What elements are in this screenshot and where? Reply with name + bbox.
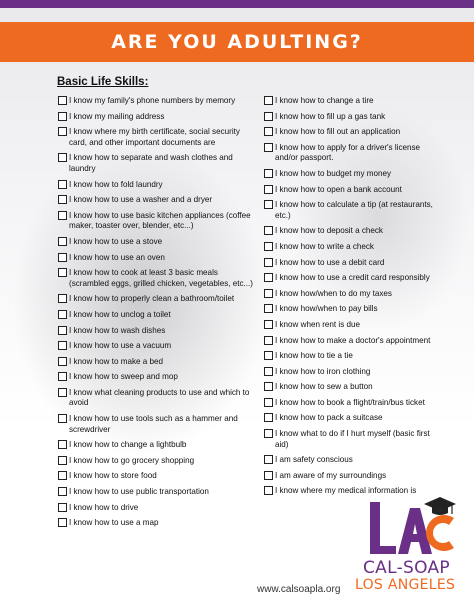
checklist-item-label: I know what to do if I hurt myself (basic first aid) (275, 429, 430, 449)
checklist-item[interactable] (264, 455, 444, 466)
checklist-item[interactable] (58, 471, 253, 482)
checklist-item-label: I know how to use public transportation (69, 487, 209, 497)
page-title: ARE YOU ADULTING? (111, 31, 363, 53)
checklist-item[interactable] (58, 211, 253, 232)
checklist-item-label: I know how to cook at least 3 basic meals (scrambled eggs, grilled chicken, vegetables, etc...) (69, 268, 253, 288)
checklist-item-label: I know how to make a doctor's appointment (275, 335, 431, 345)
checklist-left-column (58, 96, 253, 534)
checkbox[interactable] (58, 96, 67, 105)
checklist-item-label: I am safety conscious (275, 455, 353, 465)
checkbox[interactable] (58, 153, 67, 162)
checklist-item[interactable] (58, 456, 253, 467)
checklist-item[interactable] (58, 388, 253, 409)
checklist-item[interactable] (58, 153, 253, 174)
checkbox[interactable] (58, 518, 67, 527)
checkbox[interactable] (264, 382, 273, 391)
checklist-item-label: I know where my medical information is (275, 486, 417, 496)
checklist-item-label: I know how to iron clothing (275, 366, 371, 376)
checklist-item[interactable] (58, 127, 253, 148)
checklist-item-label: I know how to use a vacuum (69, 341, 172, 351)
checklist-item-label: I know how to fill out an application (275, 127, 401, 137)
checkbox[interactable] (264, 398, 273, 407)
checklist-right-column (264, 96, 444, 502)
checkbox[interactable] (58, 112, 67, 121)
checkbox[interactable] (58, 326, 67, 335)
checklist-item[interactable] (264, 169, 444, 180)
checklist-item-label: I know how to drive (69, 502, 139, 512)
checklist-item[interactable] (58, 503, 253, 514)
checkbox[interactable] (264, 185, 273, 194)
checklist-item-label: I know how to write a check (275, 241, 374, 251)
checklist-item[interactable] (58, 414, 253, 435)
checklist-item-label: I know how to book a flight/train/bus ticket (275, 397, 425, 407)
checklist-item-label: I know how to store food (69, 471, 157, 481)
checkbox[interactable] (58, 294, 67, 303)
checklist-item[interactable] (58, 96, 253, 107)
checkbox[interactable] (264, 127, 273, 136)
checkbox[interactable] (58, 310, 67, 319)
checklist-item-label: I know how to use tools such as a hammer and screwdriver (69, 414, 238, 434)
checklist-item[interactable] (264, 258, 444, 269)
checklist-item[interactable] (264, 320, 444, 331)
checklist-item[interactable] (264, 200, 444, 221)
checklist-item[interactable] (264, 413, 444, 424)
checkbox[interactable] (264, 112, 273, 121)
website-url: www.calsoapla.org (257, 584, 341, 595)
title-banner (0, 22, 474, 62)
checklist-item-label: I know what cleaning products to use and which to avoid (69, 387, 250, 408)
checkbox[interactable] (264, 96, 273, 105)
checklist-item-label: I know how to wash dishes (69, 325, 166, 335)
checklist-item[interactable] (58, 237, 253, 248)
section-title: Basic Life Skills: (57, 76, 149, 88)
checklist-item-label: I know my mailing address (69, 111, 165, 121)
checkbox[interactable] (58, 440, 67, 449)
checklist-item-label: I know how/when to do my taxes (275, 288, 392, 298)
checkbox[interactable] (58, 357, 67, 366)
checkbox[interactable] (264, 486, 273, 495)
checkbox[interactable] (58, 268, 67, 277)
checkbox[interactable] (58, 341, 67, 350)
checklist-item[interactable] (58, 180, 253, 191)
checklist-item[interactable] (58, 310, 253, 321)
checkbox[interactable] (264, 320, 273, 329)
checklist-item[interactable] (264, 96, 444, 107)
checklist-item[interactable] (264, 471, 444, 482)
checklist-item-label: I know how to separate and wash clothes and laundry (69, 153, 233, 173)
checklist-item-label: I know how to use an oven (69, 252, 165, 262)
checklist-item-label: I know how to change a lightbulb (69, 440, 187, 450)
checklist-item-label: I know how to go grocery shopping (69, 455, 195, 465)
logo-cal-soap-text: CAL-SOAP (363, 558, 450, 578)
checklist-item-label: I am aware of my surroundings (275, 470, 387, 480)
checklist-item[interactable] (264, 398, 444, 409)
checkbox[interactable] (58, 195, 67, 204)
checklist-item[interactable] (58, 372, 253, 383)
checklist-item[interactable] (58, 112, 253, 123)
lac-logo (366, 494, 456, 558)
checklist-item-label: I know how to change a tire (275, 96, 374, 105)
checklist-item-label: I know my family's phone numbers by memory (69, 96, 236, 105)
checkbox[interactable] (58, 503, 67, 512)
checklist-item[interactable] (58, 195, 253, 206)
checkbox[interactable] (264, 226, 273, 235)
checklist-item[interactable] (264, 273, 444, 284)
checkbox[interactable] (58, 211, 67, 220)
checklist-item-label: I know when rent is due (275, 319, 361, 329)
checklist-item-label: I know how to unclog a toilet (69, 309, 171, 319)
checklist-item[interactable] (264, 185, 444, 196)
checkbox[interactable] (264, 351, 273, 360)
checklist-item[interactable] (58, 253, 253, 264)
checklist-item[interactable] (58, 518, 253, 529)
checkbox[interactable] (58, 487, 67, 496)
checklist-item-label: I know how to make a bed (69, 356, 164, 366)
checklist-item[interactable] (58, 268, 253, 289)
checklist-item-label: I know how to use a map (69, 518, 159, 528)
checklist-item[interactable] (264, 367, 444, 378)
checklist-item[interactable] (264, 336, 444, 347)
checklist-item-label: I know how to calculate a tip (at restaurants, etc.) (275, 200, 433, 220)
checkbox[interactable] (264, 258, 273, 267)
checkbox[interactable] (58, 372, 67, 381)
checkbox[interactable] (58, 237, 67, 246)
checklist-item-label: I know how to use a stove (69, 236, 163, 246)
checklist-item[interactable] (58, 294, 253, 305)
checkbox[interactable] (58, 180, 67, 189)
checklist-item-label: I know how to use a debit card (275, 257, 385, 267)
checkbox[interactable] (58, 127, 67, 136)
checklist-item[interactable] (58, 440, 253, 451)
checklist-item[interactable] (264, 382, 444, 393)
checkbox[interactable] (264, 169, 273, 178)
checklist-item-label: I know how to deposit a check (275, 226, 383, 236)
checkbox[interactable] (264, 367, 273, 376)
checkbox[interactable] (264, 429, 273, 438)
checklist-item[interactable] (58, 487, 253, 498)
checkbox[interactable] (264, 304, 273, 313)
logo-los-angeles-text: LOS ANGELES (355, 577, 456, 593)
checkbox[interactable] (58, 471, 67, 480)
checklist-item-label: I know how to open a bank account (275, 184, 402, 194)
checklist-item[interactable] (264, 289, 444, 300)
checkbox[interactable] (264, 471, 273, 480)
checkbox[interactable] (264, 242, 273, 251)
checklist-item-label: I know how to sweep and mop (69, 372, 178, 382)
checklist-item-label: I know how to use basic kitchen appliances (coffee maker, toaster over, blender, etc...) (69, 210, 251, 231)
checkbox[interactable] (264, 273, 273, 282)
checkbox[interactable] (58, 253, 67, 262)
checklist-item-label: I know how to fill up a gas tank (275, 111, 386, 121)
checkbox[interactable] (264, 336, 273, 345)
checklist-item-label: I know how to tie a tie (275, 351, 353, 361)
checklist-item[interactable] (264, 127, 444, 138)
checklist-item-label: I know how/when to pay bills (275, 304, 378, 314)
checklist-item-label: I know how to pack a suitcase (275, 413, 383, 423)
checklist-item[interactable] (264, 226, 444, 237)
checkbox[interactable] (264, 413, 273, 422)
checkbox[interactable] (264, 143, 273, 152)
checkbox[interactable] (58, 414, 67, 423)
checklist-item-label: I know how to use a washer and a dryer (69, 195, 213, 205)
checklist-item[interactable] (264, 143, 444, 164)
checklist-item[interactable] (264, 429, 444, 450)
checkbox[interactable] (264, 455, 273, 464)
checklist-item[interactable] (264, 351, 444, 362)
checklist-item-label: I know how to fold laundry (69, 179, 163, 189)
checklist-item-label: I know how to sew a button (275, 382, 373, 392)
checkbox[interactable] (58, 388, 67, 397)
top-accent-bar (0, 0, 474, 8)
checklist-item[interactable] (58, 341, 253, 352)
checklist-item[interactable] (264, 304, 444, 315)
checklist-item[interactable] (58, 357, 253, 368)
checklist-item[interactable] (264, 242, 444, 253)
checklist-item-label: I know where my birth certificate, social security card, and other important documents are (69, 127, 240, 147)
checklist-item[interactable] (264, 112, 444, 123)
checkbox[interactable] (264, 200, 273, 209)
checklist-item-label: I know how to properly clean a bathroom/toilet (69, 294, 235, 304)
checkbox[interactable] (264, 289, 273, 298)
checkbox[interactable] (58, 456, 67, 465)
checklist-item-label: I know how to use a credit card responsibly (275, 273, 430, 283)
checklist-item-label: I know how to budget my money (275, 168, 392, 178)
checklist-item-label: I know how to apply for a driver's license and/or passport. (275, 142, 421, 163)
checklist-item[interactable] (58, 326, 253, 337)
